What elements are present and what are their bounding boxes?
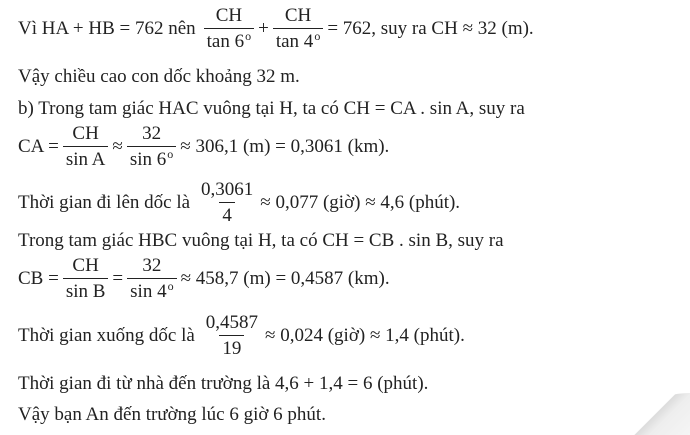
fraction-numerator: 32 [142,123,162,144]
fraction-denominator: sin 4$^o$ [127,278,176,301]
line-text: b) Trong tam giác HAC vuông tại H, ta có CH = CA . sin A, suy ra [18,98,525,119]
line-slope-height [18,67,300,86]
line-text: Thời gian đi từ nhà đến trường là 4,6 + 1,4 = 6 (phút). [18,373,429,394]
fraction-numerator: 0,4587 [205,312,259,333]
line-prefix: CA = [18,136,59,157]
line-text: Vậy chiều cao con dốc khoảng 32 m. [18,66,300,87]
line-suffix: ≈ 0,024 (giờ) ≈ 1,4 (phút). [265,325,465,346]
degree-superscript: o [167,147,174,161]
degree-superscript: o [167,279,174,293]
fraction-0-3061-over-4 [198,180,256,225]
line-ha-hb-equation [18,6,534,51]
line-suffix: = 762, suy ra CH ≈ 32 (m). [327,18,534,39]
line-prefix: Vì HA + HB = 762 nên [18,18,196,39]
line-triangle-hac [18,99,525,118]
page-corner-curl [630,393,690,435]
fraction-numerator: CH [72,255,99,276]
line-suffix: ≈ 0,077 (giờ) ≈ 4,6 (phút). [260,192,461,213]
line-triangle-hbc [18,231,504,250]
fraction-denominator: tan 6$^o$ [204,28,254,51]
line-conclusion [18,405,326,424]
equals-sign: = [112,268,124,289]
fraction-denominator: sin A [63,146,109,169]
line-downhill-time [18,313,465,358]
fraction-32-over-sin4 [127,256,176,301]
line-ca-equation [18,124,389,169]
fraction-ch-over-tan6 [204,6,254,51]
fraction-ch-over-sinb [63,256,109,301]
fraction-denominator: 19 [219,335,244,358]
fraction-numerator: 32 [142,255,162,276]
line-text: Trong tam giác HBC vuông tại H, ta có CH = CB . sin B, suy ra [18,230,504,251]
line-prefix: Thời gian xuống dốc là [18,325,195,346]
plus-sign: + [258,18,269,39]
fraction-denominator: sin B [63,278,109,301]
line-suffix: ≈ 458,7 (m) = 0,4587 (km). [180,268,390,289]
fraction-0-4587-over-19 [203,313,261,358]
fraction-numerator: CH [284,5,312,26]
fraction-numerator: 0,3061 [201,179,254,200]
degree-superscript: o [245,29,252,43]
fraction-numerator: CH [72,123,99,144]
fraction-numerator: CH [215,5,243,26]
line-prefix: CB = [18,268,59,289]
line-prefix: Thời gian đi lên dốc là [18,192,191,213]
fraction-denominator: 4 [219,202,235,225]
fraction-32-over-sin6 [127,124,176,169]
fraction-denominator: tan 4$^o$ [273,28,323,51]
approx-sign: ≈ [112,136,123,157]
line-total-time [18,374,428,393]
line-cb-equation [18,256,390,301]
fraction-ch-over-tan4 [273,6,323,51]
line-text: Vậy bạn An đến trường lúc 6 giờ 6 phút. [18,404,326,425]
line-uphill-time [18,180,460,225]
fraction-denominator: sin 6$^o$ [127,146,176,169]
line-suffix: ≈ 306,1 (m) = 0,3061 (km). [180,136,390,157]
fraction-ch-over-sina [63,124,109,169]
degree-superscript: o [314,29,321,43]
